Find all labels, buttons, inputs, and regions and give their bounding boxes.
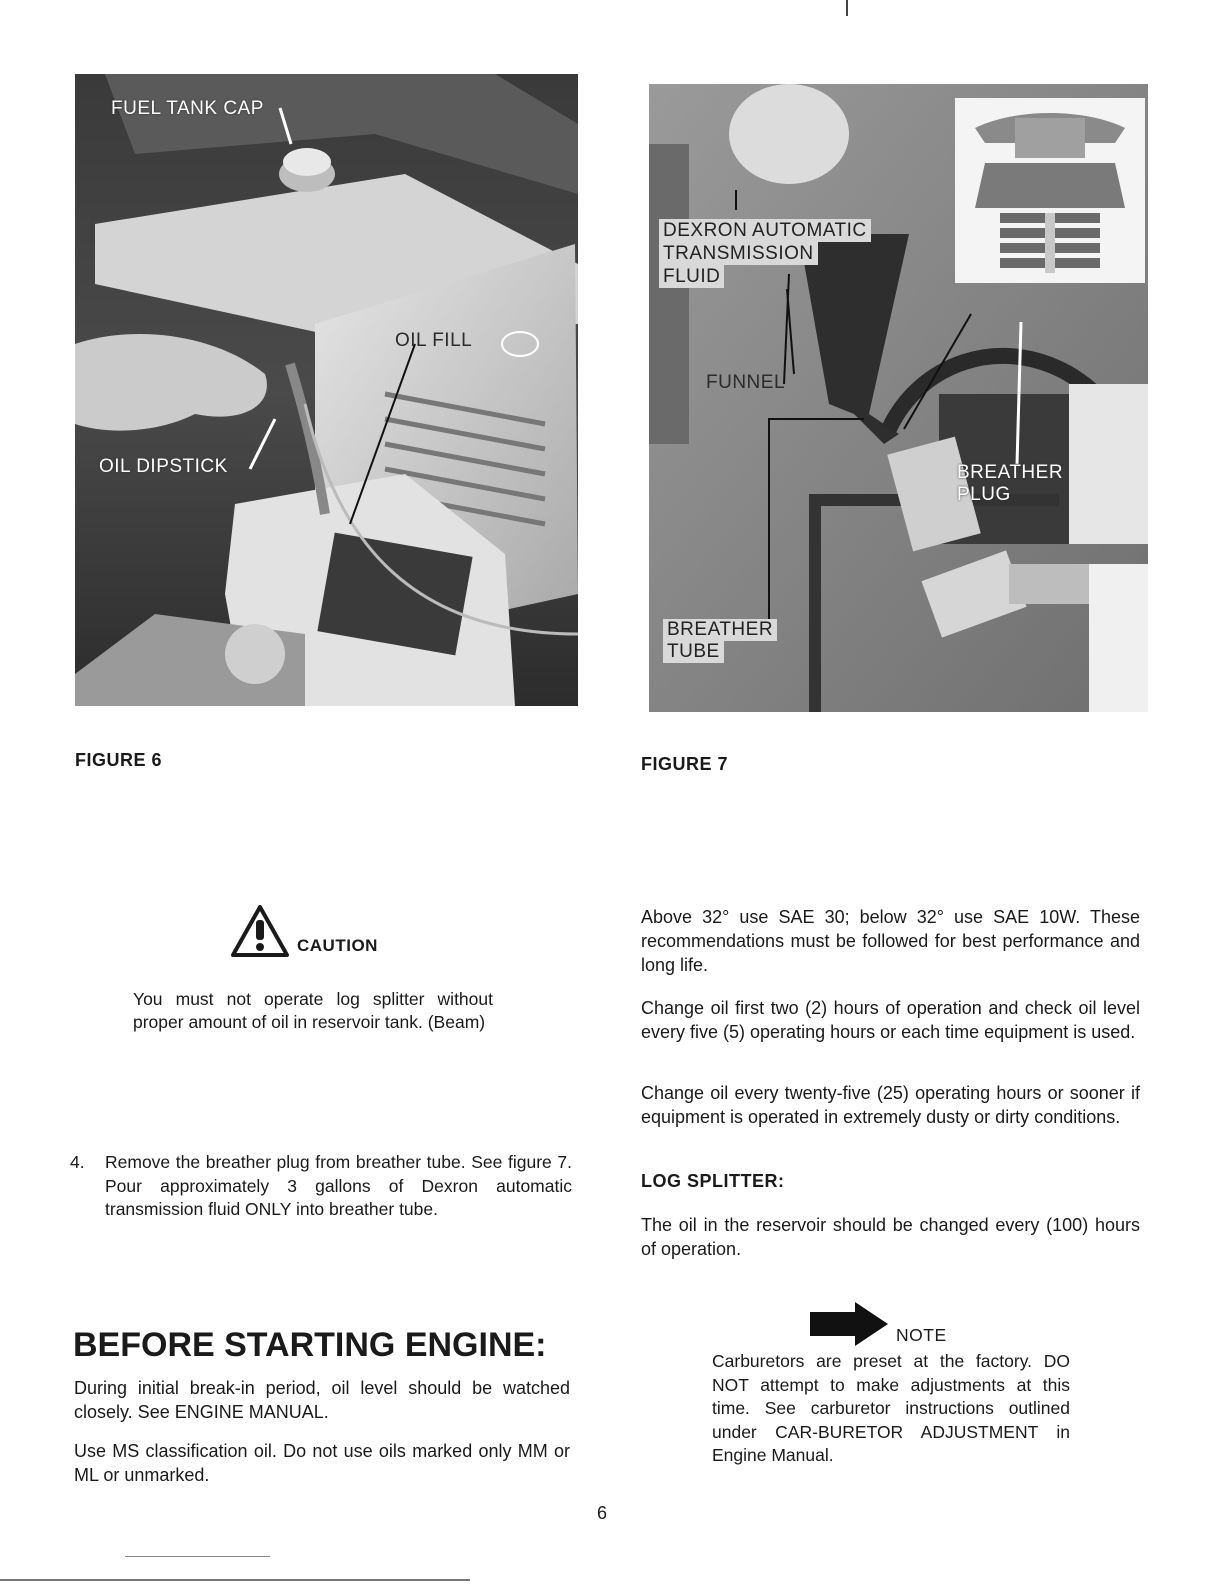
dexron-label-line2: TRANSMISSION <box>659 242 818 265</box>
figure-6-caption: FIGURE 6 <box>75 750 163 770</box>
dexron-label-line1: DEXRON AUTOMATIC <box>659 219 871 242</box>
caution-warning-icon <box>230 904 290 958</box>
engine-photo-illustration <box>75 74 578 706</box>
figure-7-photo <box>649 84 1148 712</box>
page-number: 6 <box>597 1503 608 1523</box>
breather-tube-label-line2: TUBE <box>663 641 724 663</box>
breather-plug-inset <box>955 98 1145 283</box>
scan-mark-bottom <box>0 1579 470 1581</box>
note-text: Carburetors are preset at the factory. DO NOT attempt to make adjustments at this time. See carburetor instructions outlined under CAR-BURETOR ADJUSTMENT in Engine Manual. <box>712 1351 1070 1465</box>
reservoir-oil-paragraph: The oil in the reservoir should be changed every (100) hours of operation. <box>641 1215 1140 1259</box>
first-oil-change-paragraph: Change oil first two (2) hours of operation and check oil level every five (5) operating hours or each time equipment is used. <box>641 998 1140 1042</box>
oil-fill-label: OIL FILL <box>395 330 473 351</box>
break-in-paragraph: During initial break-in period, oil level should be watched closely. See ENGINE MANUAL. <box>74 1378 570 1422</box>
breather-plug-icon <box>955 98 1145 283</box>
caution-text: You must not operate log splitter without proper amount of oil in reservoir tank. (Beam) <box>133 989 493 1032</box>
note-label: NOTE <box>896 1325 947 1345</box>
caution-label: CAUTION <box>297 936 378 955</box>
dexron-label-line3: FLUID <box>659 265 724 288</box>
step-4 <box>70 1151 572 1222</box>
step-4-number: 4. <box>70 1152 85 1172</box>
figure-6-photo <box>75 74 578 706</box>
before-starting-engine-heading: BEFORE STARTING ENGINE: <box>73 1326 547 1364</box>
funnel-label: FUNNEL <box>706 372 786 393</box>
step-4-text: Remove the breather plug from breather tube. See figure 7. Pour approximately 3 gallons of Dexron automatic transmission fluid ONLY into breather tube. <box>105 1152 572 1219</box>
breather-plug-label-line1: BREATHER <box>957 462 1064 483</box>
note-arrow-icon <box>810 1302 890 1346</box>
fuel-tank-cap-label: FUEL TANK CAP <box>111 98 264 119</box>
sae-recommendation-paragraph: Above 32° use SAE 30; below 32° use SAE 10W. These recommendations must be followed for best performance and long life. <box>641 907 1140 975</box>
oil-change-interval-paragraph: Change oil every twenty-five (25) operating hours or sooner if equipment is operated in extremely dusty or dirty conditions. <box>641 1083 1140 1127</box>
oil-classification-paragraph: Use MS classification oil. Do not use oils marked only MM or ML or unmarked. <box>74 1441 570 1485</box>
log-splitter-heading: LOG SPLITTER: <box>641 1171 785 1191</box>
breather-tube-label-line1: BREATHER <box>663 619 777 641</box>
scan-mark-bottom-2 <box>125 1556 270 1557</box>
oil-dipstick-label: OIL DIPSTICK <box>99 456 228 477</box>
figure-7-caption: FIGURE 7 <box>641 754 729 774</box>
breather-plug-label-line2: PLUG <box>957 484 1011 505</box>
scan-mark-top <box>846 0 848 16</box>
